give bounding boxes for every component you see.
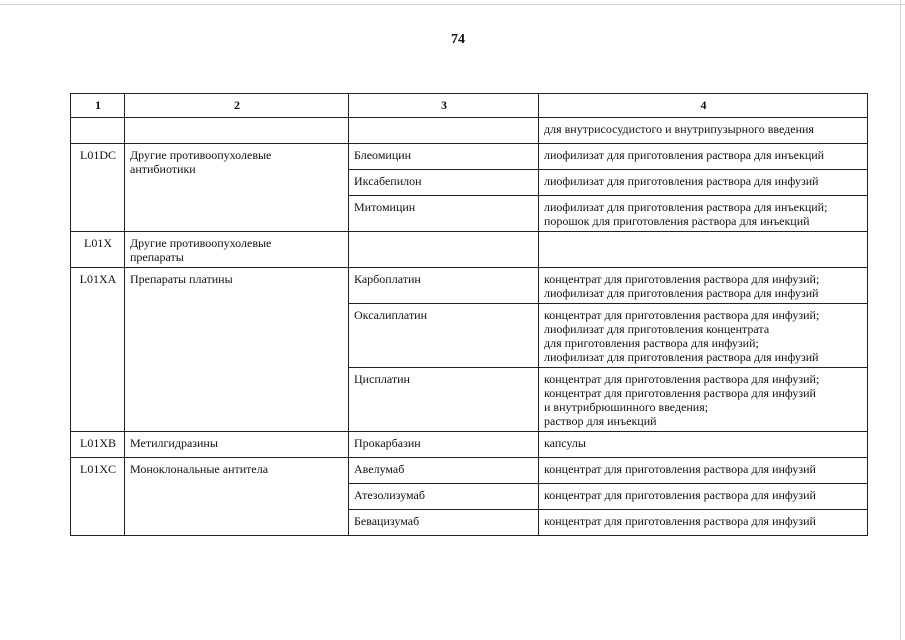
drug-name-cell <box>349 118 539 144</box>
dosage-form-line: лиофилизат для приготовления раствора для инфузий <box>544 174 819 188</box>
group-name-line: Препараты платины <box>130 272 233 286</box>
drug-name-cell: Авелумаб <box>349 458 539 484</box>
drug-name-cell: Митомицин <box>349 196 539 232</box>
dosage-form-line: лиофилизат для приготовления раствора для инфузий <box>544 350 819 364</box>
dosage-form-line: для приготовления раствора для инфузий; <box>544 336 759 350</box>
dosage-form-line: лиофилизат для приготовления раствора для инъекций <box>544 148 825 162</box>
dosage-form-line: для внутрисосудистого и внутрипузырного введения <box>544 122 814 136</box>
dosage-form-line: лиофилизат для приготовления раствора для инъекций; <box>544 200 828 214</box>
dosage-form-cell <box>539 196 868 232</box>
table-row <box>71 432 868 458</box>
dosage-form-line: капсулы <box>544 436 586 450</box>
drug-name-cell: Бевацизумаб <box>349 510 539 536</box>
dosage-form-line: и внутрибрюшинного введения; <box>544 400 709 414</box>
drug-name-cell: Карбоплатин <box>349 268 539 304</box>
column-header-1: 1 <box>71 94 125 118</box>
dosage-form-line: концентрат для приготовления раствора для инфузий <box>544 514 816 528</box>
dosage-form-cell <box>539 304 868 368</box>
drug-name-cell: Оксалиплатин <box>349 304 539 368</box>
dosage-form-line: концентрат для приготовления раствора для инфузий <box>544 462 816 476</box>
group-name-line: антибиотики <box>130 162 196 176</box>
table-header-row <box>71 94 868 118</box>
dosage-form-cell <box>539 170 868 196</box>
dosage-form-cell <box>539 510 868 536</box>
dosage-form-cell <box>539 368 868 432</box>
group-name-cell <box>125 458 349 536</box>
table-row <box>71 458 868 484</box>
dosage-form-line: концентрат для приготовления раствора для инфузий; <box>544 308 820 322</box>
drug-name-cell <box>349 232 539 268</box>
group-name-line: Метилгидразины <box>130 436 218 450</box>
dosage-form-line: лиофилизат для приготовления раствора для инфузий <box>544 286 819 300</box>
atc-code-cell: L01XB <box>71 432 125 458</box>
dosage-form-line: концентрат для приготовления раствора для инфузий; <box>544 372 820 386</box>
group-name-line: Другие противоопухолевые <box>130 148 272 162</box>
scan-top-edge <box>0 4 905 5</box>
group-name-line: препараты <box>130 250 184 264</box>
drug-table <box>70 93 868 536</box>
dosage-form-line: концентрат для приготовления раствора для инфузий; <box>544 272 820 286</box>
dosage-form-cell <box>539 144 868 170</box>
dosage-form-cell <box>539 432 868 458</box>
drug-name-cell: Атезолизумаб <box>349 484 539 510</box>
page-number: 74 <box>451 32 465 47</box>
table-row <box>71 144 868 170</box>
dosage-form-line: лиофилизат для приготовления концентрата <box>544 322 770 336</box>
dosage-form-cell <box>539 484 868 510</box>
group-name-cell <box>125 144 349 232</box>
drug-name-cell: Цисплатин <box>349 368 539 432</box>
dosage-form-line: раствор для инъекций <box>544 414 657 428</box>
atc-code-cell: L01XC <box>71 458 125 536</box>
group-name-cell <box>125 232 349 268</box>
drug-name-cell: Прокарбазин <box>349 432 539 458</box>
dosage-form-cell <box>539 268 868 304</box>
dosage-form-cell <box>539 232 868 268</box>
column-header-2: 2 <box>125 94 349 118</box>
group-name-line: Моноклональные антитела <box>130 462 269 476</box>
table-row <box>71 232 868 268</box>
drug-name-cell: Иксабепилон <box>349 170 539 196</box>
table-row <box>71 268 868 304</box>
group-name-line: Другие противоопухолевые <box>130 236 272 250</box>
group-name-cell <box>125 118 349 144</box>
group-name-cell <box>125 268 349 432</box>
dosage-form-line: концентрат для приготовления раствора для инфузий <box>544 488 816 502</box>
table-row-continuation <box>71 118 868 144</box>
atc-code-cell: L01XA <box>71 268 125 432</box>
dosage-form-line: порошок для приготовления раствора для инъекций <box>544 214 810 228</box>
atc-code-cell: L01X <box>71 232 125 268</box>
group-name-cell <box>125 432 349 458</box>
atc-code-cell: L01DC <box>71 144 125 232</box>
scan-right-edge <box>900 0 901 640</box>
dosage-form-cell <box>539 118 868 144</box>
column-header-3: 3 <box>349 94 539 118</box>
code-cell <box>71 118 125 144</box>
dosage-form-cell <box>539 458 868 484</box>
drug-name-cell: Блеомицин <box>349 144 539 170</box>
dosage-form-line: концентрат для приготовления раствора для инфузий <box>544 386 816 400</box>
column-header-4: 4 <box>539 94 868 118</box>
